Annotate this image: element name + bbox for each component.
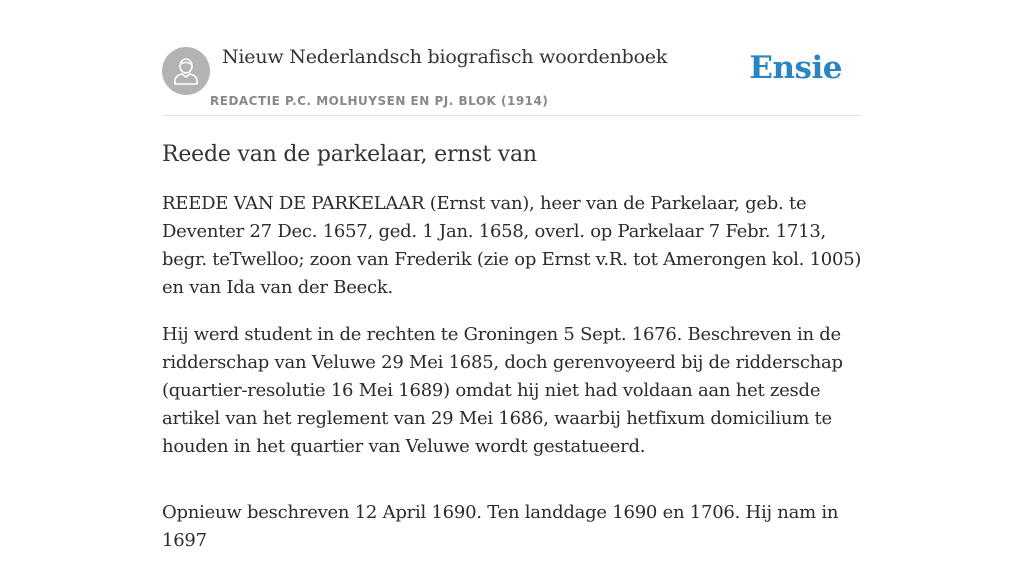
user-icon	[173, 57, 199, 85]
source-title[interactable]: Nieuw Nederlandsch biografisch woordenboek	[222, 46, 668, 68]
entry-body	[162, 190, 862, 555]
entry-paragraph-1: REEDE VAN DE PARKELAAR (Ernst van), heer van de Parkelaar, geb. te Deventer 27 Dec. 1657, ged. 1 Jan. 1658, overl. op Parkelaar 7 Febr. 1713, begr. teTwelloo; zoon van Frederik (zie op Ernst v.R. tot Amerongen kol. 1005) en van Ida van der Beeck.	[162, 193, 862, 298]
entry-paragraph-2: Hij werd student in de rechten te Groningen 5 Sept. 1676. Beschreven in de ridderschap van Veluwe 29 Mei 1685, doch gerenvoyeerd bij de ridderschap (quartier-resolutie 16 Mei 1689) omdat hij niet had voldaan aan het zesde artikel van het reglement van 29 Mei 1686, waarbij hetfixum domicilium te houden in het quartier van Veluwe wordt gestatueerd.	[162, 324, 843, 457]
source-header	[162, 0, 862, 116]
entry-paragraph-3: Opnieuw beschreven 12 April 1690. Ten landdage 1690 en 1706. Hij nam in 1697	[162, 502, 839, 551]
page-container	[162, 0, 862, 574]
source-avatar[interactable]	[162, 47, 210, 95]
entry-title: Reede van de parkelaar, ernst van	[162, 142, 537, 167]
source-editors: REDACTIE P.C. MOLHUYSEN EN PJ. BLOK (1914)	[210, 94, 549, 108]
ensie-logo[interactable]: Ensie	[749, 50, 842, 86]
